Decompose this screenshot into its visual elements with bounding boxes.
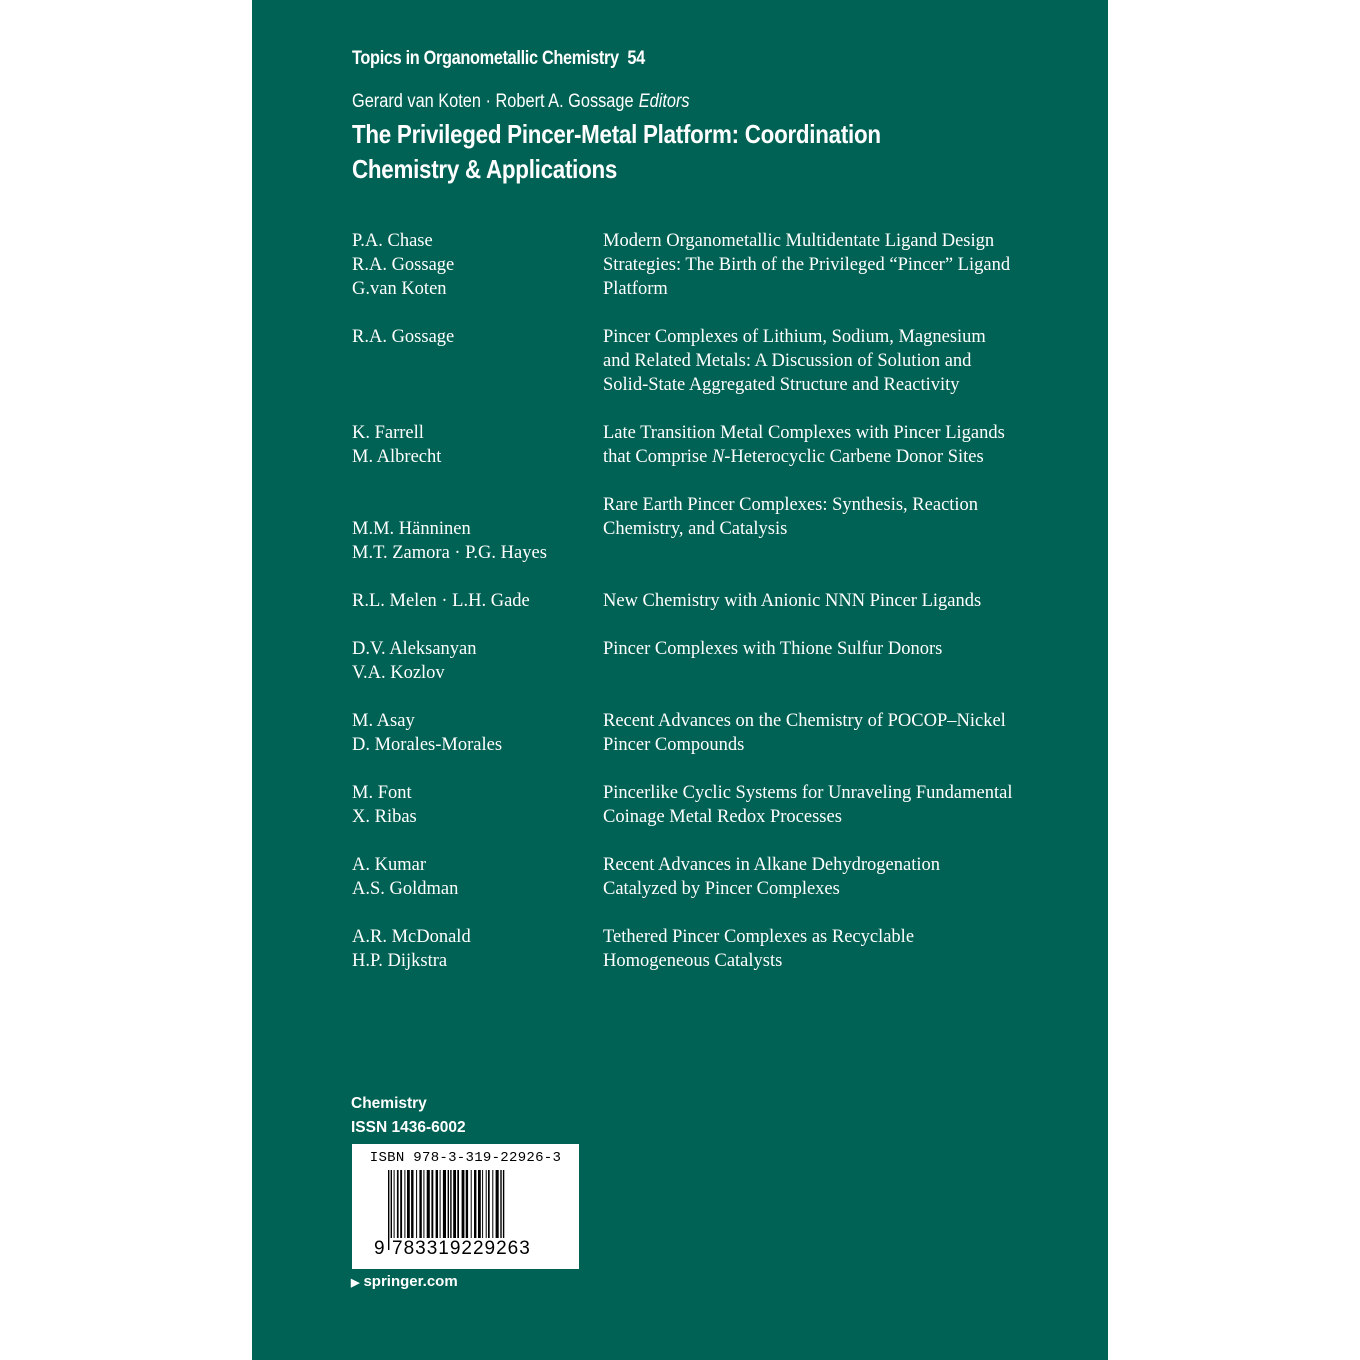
barcode-bar — [486, 1170, 487, 1238]
toc-authors — [352, 853, 592, 901]
chapter-title-line: Solid-State Aggregated Structure and Reactivity — [603, 375, 960, 395]
toc-entry — [352, 229, 1072, 301]
barcode-bar — [457, 1170, 459, 1238]
toc-entry — [352, 589, 1072, 613]
chapter-title-line: Modern Organometallic Multidentate Ligand Design — [603, 231, 995, 251]
toc-chapter-title — [603, 589, 1063, 613]
barcode-bar — [440, 1170, 441, 1238]
volume-number: 54 — [627, 48, 645, 69]
author: X. Ribas — [352, 807, 417, 827]
chapter-title-line: Homogeneous Catalysts — [603, 951, 783, 971]
barcode-bar — [407, 1170, 410, 1238]
author: V.A. Kozlov — [352, 663, 445, 683]
barcode-bar — [474, 1170, 476, 1238]
toc-authors — [352, 229, 592, 301]
chapter-title-line: Chemistry, and Catalysis — [603, 519, 788, 539]
toc-entry — [352, 709, 1072, 757]
toc-entry — [352, 421, 1072, 469]
toc-chapter-title — [603, 925, 1063, 973]
toc-entry — [352, 853, 1072, 901]
toc-entry — [352, 781, 1072, 829]
toc-entry — [352, 325, 1072, 397]
website-label: springer.com — [363, 1273, 458, 1290]
back-cover — [252, 0, 1108, 1360]
barcode-bar — [466, 1170, 468, 1238]
barcode-bar — [427, 1170, 430, 1238]
author: M.M. Hänninen — [352, 519, 471, 539]
author: K. Farrell — [352, 423, 424, 443]
chapter-title-line: New Chemistry with Anionic NNN Pincer Ligands — [603, 591, 982, 611]
author: P.A. Chase — [352, 231, 433, 251]
author: R.L. Melen · L.H. Gade — [352, 591, 530, 611]
barcode-bar — [496, 1170, 499, 1238]
chapter-title-line: Catalyzed by Pincer Complexes — [603, 879, 840, 899]
play-arrow-icon: ▶ — [351, 1277, 360, 1289]
author: D.V. Aleksanyan — [352, 639, 477, 659]
barcode-bar — [478, 1170, 481, 1238]
isbn-text: ISBN 978-3-319-22926-3 — [369, 1150, 562, 1166]
barcode-bar — [431, 1170, 433, 1238]
toc-authors — [352, 709, 592, 757]
barcode-bar — [462, 1170, 465, 1238]
author: H.P. Dijkstra — [352, 951, 448, 971]
toc-entry — [352, 493, 1072, 565]
chapter-title-line: that Comprise N-Heterocyclic Carbene Donor Sites — [603, 447, 984, 467]
author: R.A. Gossage — [352, 327, 455, 347]
chapter-title-line: Pincer Compounds — [603, 735, 745, 755]
series-name: Topics in Organometallic Chemistry — [352, 48, 619, 69]
barcode-bar — [419, 1170, 421, 1238]
table-of-contents — [352, 229, 1072, 997]
ean-remaining-digits: 783319229263 — [392, 1238, 531, 1259]
toc-chapter-title — [603, 637, 1063, 685]
chapter-title-line: Pincer Complexes with Thione Sulfur Donors — [603, 639, 943, 659]
barcode-bar — [423, 1170, 424, 1238]
chapter-title-line: and Related Metals: A Discussion of Solution and — [603, 351, 972, 371]
toc-authors — [352, 517, 592, 565]
book-title — [352, 117, 902, 187]
chapter-title-line: Platform — [603, 279, 668, 299]
chapter-title-line: Tethered Pincer Complexes as Recyclable — [603, 927, 915, 947]
barcode-bar — [453, 1170, 456, 1238]
series-title — [352, 48, 645, 70]
chapter-title-line: Recent Advances on the Chemistry of POCOP–Nickel — [603, 711, 1006, 731]
toc-chapter-title — [603, 421, 1063, 469]
chapter-title-line: Rare Earth Pincer Complexes: Synthesis, Reaction — [603, 495, 979, 515]
barcode-bar — [394, 1170, 395, 1238]
barcode-bar — [416, 1170, 417, 1238]
author: A.S. Goldman — [352, 879, 459, 899]
author: M. Albrecht — [352, 447, 442, 467]
editors-line — [352, 91, 690, 113]
ean-first-digit: 9 — [374, 1238, 386, 1259]
author: A.R. McDonald — [352, 927, 471, 947]
chapter-title-line: Recent Advances in Alkane Dehydrogenation — [603, 855, 941, 875]
author: G.van Koten — [352, 279, 447, 299]
toc-authors — [352, 421, 592, 469]
subject-label: Chemistry — [351, 1095, 427, 1112]
chapter-title-line: Coinage Metal Redox Processes — [603, 807, 842, 827]
editors-names: Gerard van Koten · Robert A. Gossage — [352, 91, 634, 112]
barcode-bar — [492, 1170, 493, 1238]
chapter-title-line: Pincerlike Cyclic Systems for Unraveling Fundamental — [603, 783, 1013, 803]
barcode-bar — [397, 1170, 399, 1238]
barcode-bar — [443, 1170, 446, 1238]
toc-chapter-title — [603, 709, 1063, 757]
toc-chapter-title — [603, 493, 1063, 541]
chapter-title-line: Strategies: The Birth of the Privileged “Pincer” Ligand — [603, 255, 1011, 275]
book-title-line: The Privileged Pincer-Metal Platform: Coordination — [352, 119, 881, 149]
toc-authors — [352, 781, 592, 829]
toc-chapter-title — [603, 853, 1063, 901]
author: M. Font — [352, 783, 412, 803]
book-title-line: Chemistry & Applications — [352, 154, 618, 184]
issn-label: ISSN 1436-6002 — [351, 1119, 466, 1136]
toc-chapter-title — [603, 325, 1063, 397]
barcode-bar — [436, 1170, 438, 1238]
barcode-bar — [488, 1170, 490, 1238]
author: M. Asay — [352, 711, 415, 731]
subject-block — [351, 1092, 466, 1140]
author: M.T. Zamora · P.G. Hayes — [352, 543, 547, 563]
toc-authors — [352, 589, 592, 613]
barcode-bar — [400, 1170, 402, 1238]
toc-authors — [352, 637, 592, 685]
barcode-bar — [411, 1170, 413, 1238]
barcode-bar — [482, 1170, 483, 1238]
barcode-bar — [471, 1170, 472, 1238]
editors-role: Editors — [638, 91, 690, 112]
author: D. Morales-Morales — [352, 735, 503, 755]
isbn-barcode — [352, 1144, 579, 1269]
toc-entry — [352, 637, 1072, 685]
toc-chapter-title — [603, 229, 1063, 301]
chapter-title-line: Late Transition Metal Complexes with Pincer Ligands — [603, 423, 1005, 443]
author: A. Kumar — [352, 855, 426, 875]
toc-entry — [352, 925, 1072, 973]
toc-authors — [352, 925, 592, 973]
author: R.A. Gossage — [352, 255, 455, 275]
toc-authors — [352, 325, 592, 349]
barcode-bar — [404, 1170, 405, 1238]
chapter-title-line: Pincer Complexes of Lithium, Sodium, Magnesium — [603, 327, 986, 347]
website-link[interactable] — [351, 1273, 458, 1290]
toc-chapter-title — [603, 781, 1063, 829]
